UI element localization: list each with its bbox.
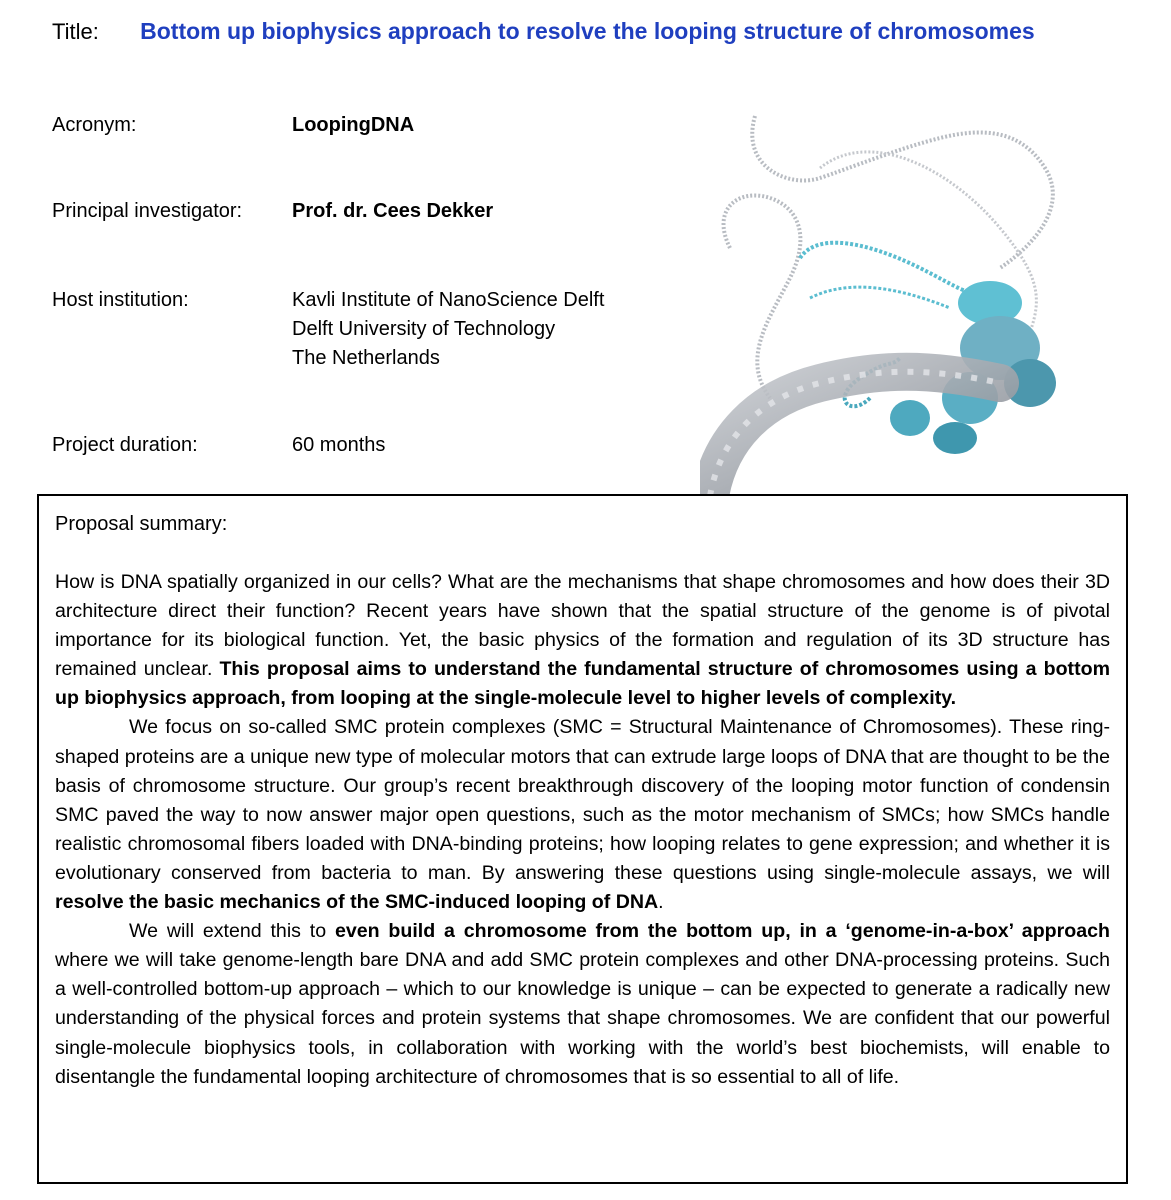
acronym-value: LoopingDNA (292, 114, 415, 136)
p1-bold: This proposal aims to understand the fundamental structure of chromosomes using a bottom up biophysics approach, from looping at the single-molecule level to higher levels of complexity. (55, 658, 1110, 710)
summary-body (55, 568, 1110, 1092)
host-line-3: The Netherlands (292, 347, 440, 369)
proposal-summary-box (37, 494, 1128, 1184)
page-title: Bottom up biophysics approach to resolve the looping structure of chromosomes (140, 18, 1035, 44)
host-line-1: Kavli Institute of NanoScience Delft (292, 289, 605, 311)
pi-label: Principal investigator: (52, 200, 243, 222)
p3-start: We will extend this to (129, 920, 335, 943)
p2-end: . (658, 891, 664, 914)
acronym-label: Acronym: (52, 114, 137, 136)
p2-normal: We focus on so-called SMC protein complexes (SMC = Structural Maintenance of Chromosomes). These ring-shaped proteins are a unique new type of molecular motors that can extrude large loops of DNA that are thought to be the basis of chromosome structure. Our group’s recent breakthrough discovery of the looping motor function of condensin SMC paved the way to now answer major open questions, such as the motor mechanism of SMCs; how SMCs handle realistic chromosomal fibers loaded with DNA-binding proteins; how looping relates to gene expression; and whether it is evolutionary conserved from bacteria to man. By answering these questions using single-molecule assays, we will (55, 716, 1110, 884)
p2-bold: resolve the basic mechanics of the SMC-induced looping of DNA (55, 891, 659, 914)
summary-paragraph-2 (55, 713, 1110, 917)
host-line-2: Delft University of Technology (292, 318, 556, 340)
title-label: Title: (52, 19, 99, 44)
p3-bold: even build a chromosome from the bottom up, in a ‘genome-in-a-box’ approach (334, 920, 1110, 943)
dna-protein-illustration (700, 108, 1060, 496)
duration-label: Project duration: (52, 434, 198, 456)
summary-heading: Proposal summary: (55, 513, 228, 535)
p1-normal: How is DNA spatially organized in our cells? What are the mechanisms that shape chromosomes and how does their 3D architecture direct their function? Recent years have shown that the spatial structure of the genome is of pivotal importance for its biological function. Yet, the basic physics of the formation and regulation of its 3D structure has remained unclear. (55, 571, 1110, 681)
host-label: Host institution: (52, 289, 189, 311)
p3-normal: where we will take genome-length bare DNA and add SMC protein complexes and other DNA-processing proteins. Such a well-controlled bottom-up approach – which to our knowledge is unique – can be expected to generate a radically new understanding of the physical forces and protein systems that shape chromosomes. We are confident that our powerful single-molecule biophysics tools, in collaboration with working with the world’s best biochemists, will enable to disentangle the fundamental looping architecture of chromosomes that is so essential to all of life. (55, 949, 1110, 1088)
summary-paragraph-1 (55, 568, 1110, 713)
title-row (52, 18, 1035, 45)
summary-paragraph-3 (55, 917, 1110, 1092)
pi-value: Prof. dr. Cees Dekker (292, 200, 494, 222)
duration-value: 60 months (292, 434, 386, 456)
